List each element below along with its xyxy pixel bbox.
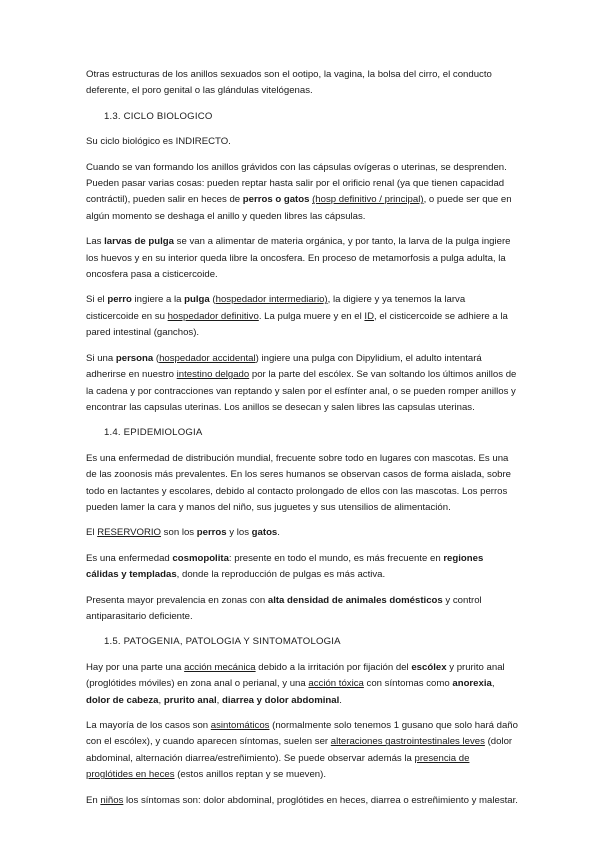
text: debido a la irritación por fijación del: [255, 661, 412, 673]
text: Es una enfermedad: [86, 552, 173, 564]
paragraph-accion-mecanica: [86, 660, 518, 709]
bold-term: cosmopolita: [172, 552, 229, 564]
section-heading-epidemiologia: 1.4. EPIDEMIOLOGIA: [104, 427, 203, 439]
text: En: [86, 794, 101, 806]
text: (: [153, 352, 160, 364]
underlined-term: acción tóxica: [308, 678, 364, 690]
text: y control antiparasitario deficiente.: [86, 594, 482, 622]
paragraph-ciclo-indirecto: [86, 134, 518, 150]
underlined-term: hospedador accidental: [159, 352, 256, 364]
underlined-term: asintomáticos: [210, 720, 270, 731]
paragraph-ninos: [86, 793, 518, 809]
text: (estos anillos reptan y se mueven).: [174, 769, 326, 781]
text: ) ingiere una pulga con Dipylidium, el adulto intentará adherirse en nuestro: [86, 352, 482, 381]
text: ,: [216, 694, 222, 706]
paragraph-persona-accidental: [86, 351, 518, 417]
text: .: [277, 527, 280, 539]
paragraph-other-structures: [86, 67, 518, 100]
paragraph-distribucion-mundial: [86, 451, 518, 517]
paragraph-perro-pulga: [86, 292, 518, 341]
bold-term: larvas de pulga: [104, 236, 174, 248]
bold-term: escólex: [411, 661, 447, 673]
text: . La pulga muere y en el: [258, 310, 365, 322]
bold-term: diarrea y dolor abdominal: [221, 694, 340, 706]
text: ,: [491, 678, 495, 690]
bold-term: gatos: [251, 527, 278, 539]
text: Es una enfermedad de distribución mundial, frecuente sobre todo en lugares con mascotas. Es una de las zoonosis más prevalentes. En los seres humanos se observan casos de forma aislada, sobre todo en lactantes y escolares, debido al contacto prolongado de ellos con las mascotas. Los perros pueden lamer la cara y manos del niño, sus juguetes y sus utensilios de alimentación.: [86, 452, 512, 513]
underlined-term: (hosp definitivo / principal): [312, 194, 424, 206]
bold-term: perros o gatos: [242, 194, 310, 206]
text: (normalmente solo tenemos 1 gusano que solo hará daño con el escólex), y cuando aparecen síntomas, suelen ser: [86, 720, 518, 748]
text: Cuando se van formando los anillos grávidos con las cápsulas ovígeras o uterinas, se desprenden. Pueden pasar varias cosas: pueden reptar hasta salir por el orificio renal (ya que tienen capacidad contráctil), pueden salir en heces de: [86, 161, 507, 206]
bold-term: prurito anal: [163, 694, 217, 706]
underlined-term: intestino delgado: [176, 369, 250, 381]
bold-term: pulga: [184, 294, 210, 306]
text: Presenta mayor prevalencia en zonas con: [86, 594, 268, 606]
text: , la digiere y ya tenemos la larva cisticercoide en su: [86, 294, 466, 322]
underlined-term: hospedador definitivo: [167, 310, 259, 322]
paragraph-prevalencia: [86, 593, 518, 626]
text: La mayoría de los casos son: [86, 720, 211, 731]
underlined-term: niños: [100, 794, 124, 806]
bold-term: alta densidad de animales domésticos: [267, 594, 443, 606]
paragraph-larvas-pulga: [86, 234, 518, 283]
text: , el cisticercoide se adhiere a la pared intestinal (ganchos).: [86, 310, 508, 339]
bold-term: anorexia: [452, 678, 492, 690]
text: Si el: [86, 294, 108, 306]
text: y prurito anal (proglótides móviles) en zona anal o perianal, y una: [86, 661, 505, 690]
text: Hay por una parte una: [86, 661, 185, 673]
paragraph-anillos-gravidos: [86, 160, 518, 226]
document-body: [86, 67, 518, 818]
paragraph-asintomaticos: [86, 718, 518, 784]
bold-term: perros: [196, 527, 227, 539]
underlined-term: ID: [364, 310, 375, 322]
underlined-term: RESERVORIO: [97, 527, 162, 539]
text: El: [86, 527, 98, 539]
paragraph-reservorio: [86, 525, 518, 541]
bold-term: perro: [107, 294, 132, 306]
text: se van a alimentar de materia orgánica, y por tanto, la larva de la pulga ingiere los huevos y en su interior queda libre la oncosfera. En proceso de metamorfosis a pulga adulta, la oncosfera pasa a cisticercoide.: [86, 236, 511, 281]
text: ,: [158, 694, 164, 706]
text: con síntomas como: [363, 678, 453, 690]
text: Otras estructuras de los anillos sexuados son el ootipo, la vagina, la bolsa del cirro, el conducto deferente, el poro genital o las glándulas vitelógenas.: [86, 69, 492, 97]
section-heading-ciclo-biologico: 1.3. CICLO BIOLOGICO: [104, 110, 213, 122]
text: son los: [161, 527, 197, 539]
text: por la parte del escólex. Se van soltando los últimos anillos de la cadena y por contracciones van reptando y salen por el esfínter anal, o se pueden romper anillos y encontrar las capsulas uterinas. Los anillos se desecan y salen libres las capsulas uterinas.: [86, 369, 517, 413]
bold-term: regiones cálidas y templadas: [86, 552, 484, 581]
text: los síntomas son: dolor abdominal, proglótides en heces, diarrea o estreñimiento y malestar.: [123, 794, 518, 806]
text: Su ciclo biológico es INDIRECTO.: [86, 136, 231, 148]
text: (: [209, 294, 216, 306]
paragraph-cosmopolita: [86, 551, 518, 584]
text: Si una: [86, 352, 116, 364]
underlined-term: alteraciones gastrointestinales leves: [330, 736, 485, 748]
text: , o puede ser que en algún momento se deshaga el anillo y queden libres las cápsulas.: [86, 194, 512, 222]
text: y los: [226, 527, 252, 539]
text: ingiere a la: [131, 294, 185, 306]
text: , donde la reproducción de pulgas es más activa.: [176, 569, 386, 581]
underlined-term: acción mecánica: [184, 661, 256, 673]
underlined-term: hospedador intermediario): [215, 294, 328, 306]
text: .: [339, 694, 342, 706]
bold-term: persona: [115, 352, 154, 364]
bold-term: dolor de cabeza: [86, 694, 159, 706]
text: (dolor abdominal, alternación diarrea/estreñimiento). Se puede observar además la: [86, 736, 513, 764]
text: : presente en todo el mundo, es más frecuente en: [228, 552, 444, 564]
section-heading-patogenia: 1.5. PATOGENIA, PATOLOGIA Y SINTOMATOLOGIA: [104, 636, 341, 648]
underlined-term: presencia de proglótides en heces: [86, 752, 470, 781]
text: Las: [86, 236, 105, 248]
